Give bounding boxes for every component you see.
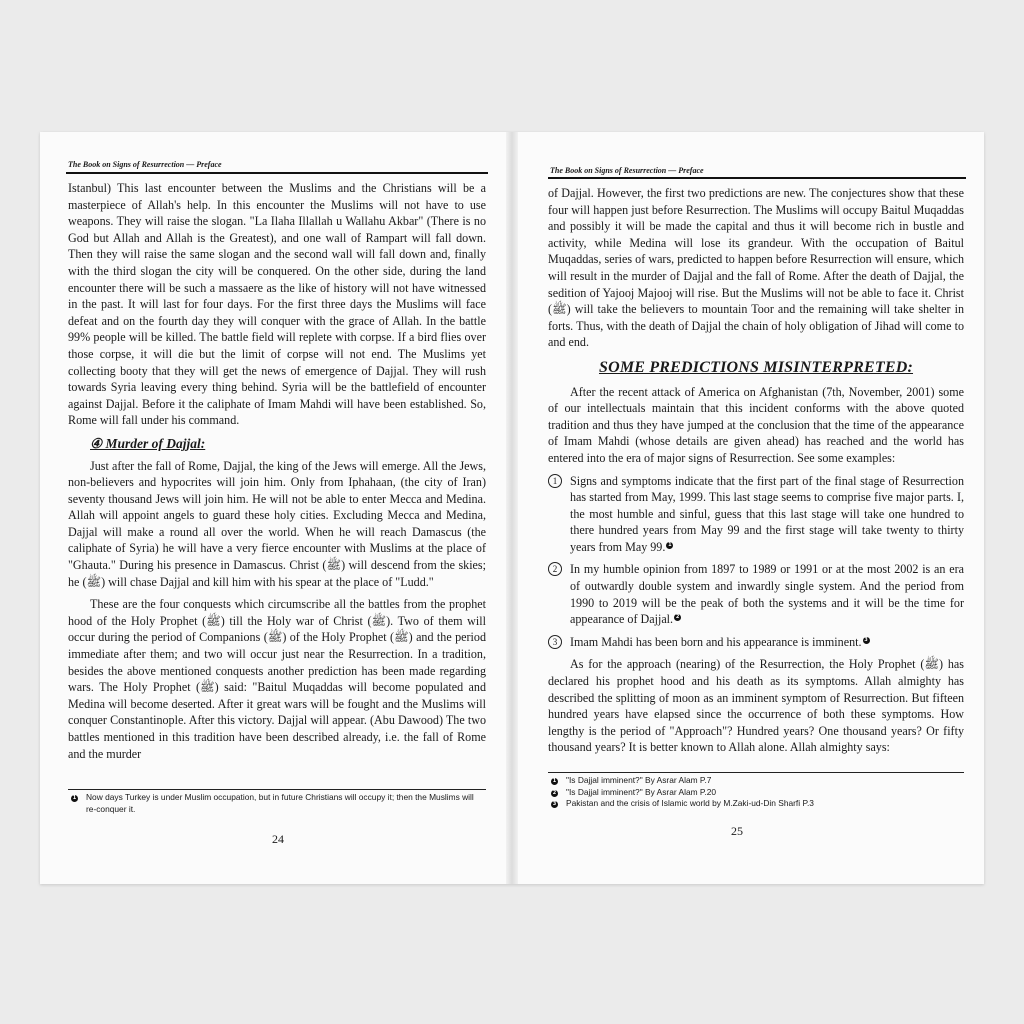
list-number: 2 <box>548 562 562 576</box>
running-head: The Book on Signs of Resurrection — Preface <box>550 166 704 175</box>
book-spread <box>40 132 984 884</box>
footnote-marker: 3 <box>552 801 557 807</box>
footnote <box>548 798 964 810</box>
footnote-marker: 1 <box>72 795 77 801</box>
footnote-marker: 3 <box>864 636 868 643</box>
page-number: 25 <box>731 824 743 838</box>
right-page-text <box>548 185 964 756</box>
list-number: 1 <box>548 474 562 488</box>
paragraph: Just after the fall of Rome, Dajjal, the king of the Jews will emerge. All the Jews, non-believers and hypocrites will join him. Only from Iphahaan, (the city of Iran) seventy thousand Jews will join him. He will not be able to enter Mecca and Medina. Allah will appoint angels to guard these holy cities. Excluding Mecca and Medina, Dajjal will make a round all over the world. When he will reach Damascus (the caliphate of Syria) he will have a very fierce encounter with Muslims at the place of "Ghauta." During his presence in Damascus. Christ (ﷺ) will descend from the skies; he (ﷺ) will chase Dajjal and kill him with his spear at the place of "Ludd." <box>68 458 486 589</box>
list-item-text: In my humble opinion from 1897 to 1989 or 1991 or at the most 2002 is an era of outwardly double system and inwardly single system. And the period from 1990 to 2019 will be the peak of both the systems and it will be the time for appearance of Dajjal. <box>570 562 964 627</box>
footnote-marker: 2 <box>675 614 680 621</box>
running-head: The Book on Signs of Resurrection — Preface <box>68 160 222 169</box>
list-number: 3 <box>548 635 562 649</box>
footnote-marker: 1 <box>552 778 557 784</box>
footnote-text: Pakistan and the crisis of Islamic world by M.Zaki-ud-Din Sharfi P.3 <box>566 798 814 808</box>
section-heading: SOME PREDICTIONS MISINTERPRETED: <box>598 358 914 376</box>
page-number: 24 <box>272 832 284 846</box>
header-rule <box>66 172 488 174</box>
examples-list <box>548 473 964 651</box>
list-item-text: Signs and symptoms indicate that the first part of the final stage of Resurrection has started from May, 1999. This last stage seems to comprise five major parts. I, the most humble and sinful, guess that this last stage will take one hundred to there hundred years from May 99 and the first stage will take twenty to thirty years from May 99. <box>570 473 964 554</box>
footnote-marker: 2 <box>552 789 557 796</box>
list-item <box>548 561 964 627</box>
paragraph: These are the four conquests which circumscribe all the battles from the prophet hood of the Holy Prophet (ﷺ) till the Holy war of Christ (ﷺ). Two of them will occur during the period of Companions (ﷺ) of the Holy Prophet (ﷺ) and the period immediate after them; and two will occur just near the Resurrection. In a tradition, besides the above mentioned conquests another prediction has been made regarding wars. The Holy Prophet (ﷺ) said: "Baitul Muqaddas will become populated and Medina will become deserted. After it great wars will be fought and the Muslims will conquer Constantinople. After this victory. Dajjal will appear. (Abu Dawood) The two battles mentioned in this tradition have been described already, i.e. the fall of Rome and the murder <box>68 597 487 761</box>
list-item <box>548 634 964 651</box>
footnote-text: "Is Dajjal imminent?" By Asrar Alam P.7 <box>566 775 712 785</box>
footnote <box>548 775 964 787</box>
paragraph: Istanbul) This last encounter between the Muslims and the Christians will be a masterpiece of Allah's help. In this encounter the Muslims will not have to use weapons. They will raise the slogan. "La Ilaha Illallah u Wallahu Akbar" (There is no God but Allah and Allah is the Greatest), and one wall of Rampart will fall down. Then they will raise the same slogan and the second wall will fall down and, finally with the third slogan the city will be conquered. On the other side, during the land encounter there will be such a massaere as the like of history will not have witnessed in the past. It will last for four days. For the first three days the Muslims will face defeat and on the fourth day they will conquer with the grace of Allah. In the battle 99% people will be killed. The battle field will replete with corpse. If a bird flies over those corpse, it will die but the limit of corpse will not end. The Muslims yet collecting booty that they will get the news of emergence of Dajjal. They will rush towards Syria leaving every thing behind. Syria will be the battlefield of encounter against Dajjal. Before it the caliphate of Imam Mahdi will have been established. So, Rome will fall under his command. <box>68 181 486 428</box>
list-item-text: Imam Mahdi has been born and his appearance is imminent. <box>570 634 862 649</box>
header-rule <box>548 177 966 179</box>
left-page <box>40 132 510 884</box>
left-page-text <box>68 180 486 762</box>
footnote-text: Now days Turkey is under Muslim occupation, but in future Christians will occupy it; then the Muslims will re-conquer it. <box>86 792 474 814</box>
footnote <box>68 792 486 815</box>
footnotes <box>68 792 486 815</box>
footnote-rule <box>548 772 964 773</box>
right-page <box>514 132 984 884</box>
list-item <box>548 473 964 556</box>
section-heading: ④ Murder of Dajjal: <box>90 435 206 451</box>
paragraph: of Dajjal. However, the first two predictions are new. The conjectures show that these four will happen just before Resurrection. The Muslims will occupy Baitul Muqaddas and possibly it will be made the capital and thus it will become rich in bustle and activity, while Medina will lose its grandeur. With the occupation of Baitul Muqaddas, series of wars, predicted to happen before Resurrection will ensure, which will result in the murder of Dajjal and the fall of Rome. After the death of Dajjal, the sedition of Yajooj Majooj will rise. But the Muslims will not be able to face it. Christ (ﷺ) will take the believers to mountain Toor and the remaining will take shelter in forts. Thus, with the death of Dajjal the chain of holy obligation of Jihad will come to and end. <box>548 186 964 350</box>
footnote-text: "Is Dajjal imminent?" By Asrar Alam P.20 <box>566 786 717 797</box>
footnote-marker: 1 <box>668 541 672 548</box>
footnotes <box>548 775 964 810</box>
paragraph: As for the approach (nearing) of the Resurrection, the Holy Prophet (ﷺ) has declared his prophet hood and his death as its symptoms. Allah almighty has described the splitting of moon as an imminent symptom of Resurrection. But fifteen hundred years have elapsed since the occurrence of both these symptoms. How lengthy is the period of "Approach"? Hundred years? One thousand years? Or fifty thousand years? It is better known to Allah alone. Allah almighty says: <box>548 657 964 755</box>
footnote-rule <box>68 789 486 790</box>
footnote <box>548 787 964 799</box>
paragraph: After the recent attack of America on Afghanistan (7th, November, 2001) some of our intellectuals maintain that this incident conforms with the above quoted tradition and thus they have jumped at the conclusion that the time of the appearance of Imam Mahdi (whose details are given ahead) has reached and the world has entered into the era of major signs of Resurrection. See some examples: <box>548 384 964 465</box>
